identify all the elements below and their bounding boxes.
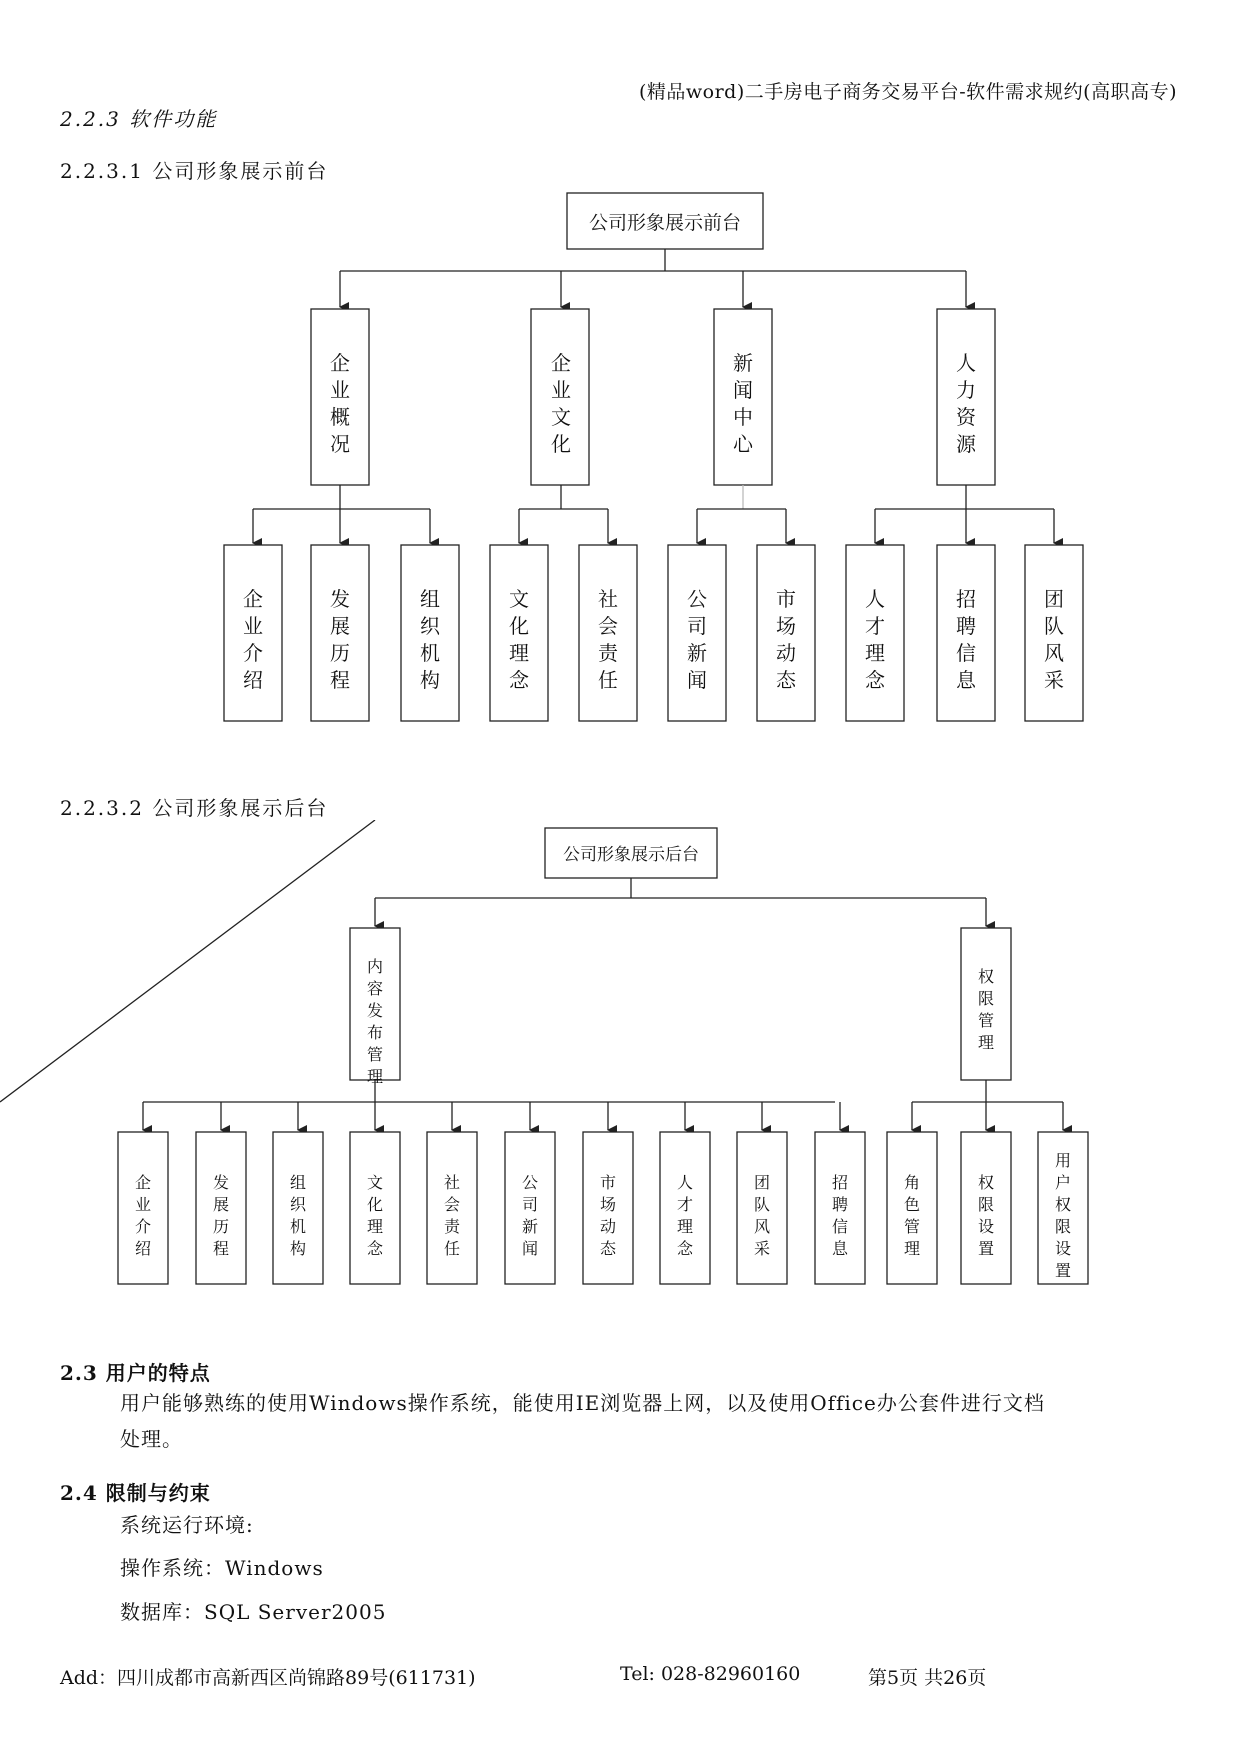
back-leaf-label: 用户权限设置 [1054, 1151, 1072, 1280]
front-leaf-label: 组织机构 [420, 587, 440, 692]
page-header: (精品word)二手房电子商务交易平台-软件需求规约(高职高专) [638, 81, 1177, 103]
back-leaf-label: 角色管理 [903, 1173, 921, 1258]
front-org-chart [0, 185, 1241, 735]
front-leaf-label: 发展历程 [330, 587, 350, 692]
back-org-chart [0, 820, 1241, 1300]
front-leaf-label: 团队风采 [1044, 587, 1064, 692]
front-root-node [567, 193, 763, 249]
back-group-label: 权限管理 [977, 967, 995, 1052]
back-leaf-label: 企业介绍 [134, 1173, 152, 1258]
back-leaf-label: 人才理念 [676, 1173, 694, 1258]
section-heading-2-3: 2.3 用户的特点 [60, 1361, 211, 1385]
back-leaf-label: 文化理念 [366, 1173, 384, 1258]
user-traits-line-1: 用户能够熟练的使用Windows操作系统，能使用IE浏览器上网，以及使用Office办公套件进行文档 [120, 1391, 1045, 1415]
footer-page-number: 第5页 共26页 [868, 1667, 987, 1689]
back-leaf-label: 社会责任 [443, 1173, 461, 1258]
front-group-label: 企业概况 [330, 351, 350, 456]
constraints-line-2: 操作系统：Windows [120, 1556, 324, 1580]
footer-address: Add：四川成都市高新西区尚锦路89号(611731) [60, 1667, 476, 1689]
section-heading-2-4: 2.4 限制与约束 [60, 1481, 211, 1505]
front-leaf-label: 人才理念 [865, 587, 885, 692]
front-leaf-label: 公司新闻 [687, 587, 707, 692]
front-group-label: 人力资源 [956, 351, 976, 456]
front-group-label: 企业文化 [551, 351, 571, 456]
section-heading-2-2-3: 2.2.3 软件功能 [60, 107, 218, 131]
constraints-line-3: 数据库：SQL Server2005 [120, 1600, 387, 1624]
footer-tel: Tel: 028-82960160 [620, 1663, 801, 1685]
back-leaf-label: 权限设置 [977, 1173, 995, 1258]
front-leaf-label: 社会责任 [598, 587, 618, 692]
back-root-label: 公司形象展示后台 [563, 845, 699, 865]
front-leaf-label: 市场动态 [776, 587, 796, 692]
back-leaf-label: 市场动态 [599, 1173, 617, 1258]
subsection-heading-back: 2.2.3.2 公司形象展示后台 [60, 796, 329, 820]
constraints-line-1: 系统运行环境: [120, 1513, 254, 1537]
back-leaf-label: 招聘信息 [831, 1173, 849, 1258]
back-leaf-label: 公司新闻 [521, 1173, 539, 1258]
front-group-label: 新闻中心 [733, 351, 753, 456]
front-leaf-label: 招聘信息 [956, 587, 976, 692]
front-leaf-label: 企业介绍 [243, 587, 263, 692]
subsection-heading-front: 2.2.3.1 公司形象展示前台 [60, 159, 329, 183]
front-leaf-label: 文化理念 [509, 587, 529, 692]
back-leaf-label: 团队风采 [753, 1173, 771, 1258]
user-traits-line-2: 处理。 [120, 1427, 183, 1451]
back-group-label: 内容发布管理 [366, 957, 384, 1086]
back-leaf-label: 组织机构 [289, 1173, 307, 1258]
front-root-label: 公司形象展示前台 [588, 212, 742, 234]
back-root-node [545, 828, 717, 878]
back-leaf-label: 发展历程 [212, 1173, 230, 1258]
